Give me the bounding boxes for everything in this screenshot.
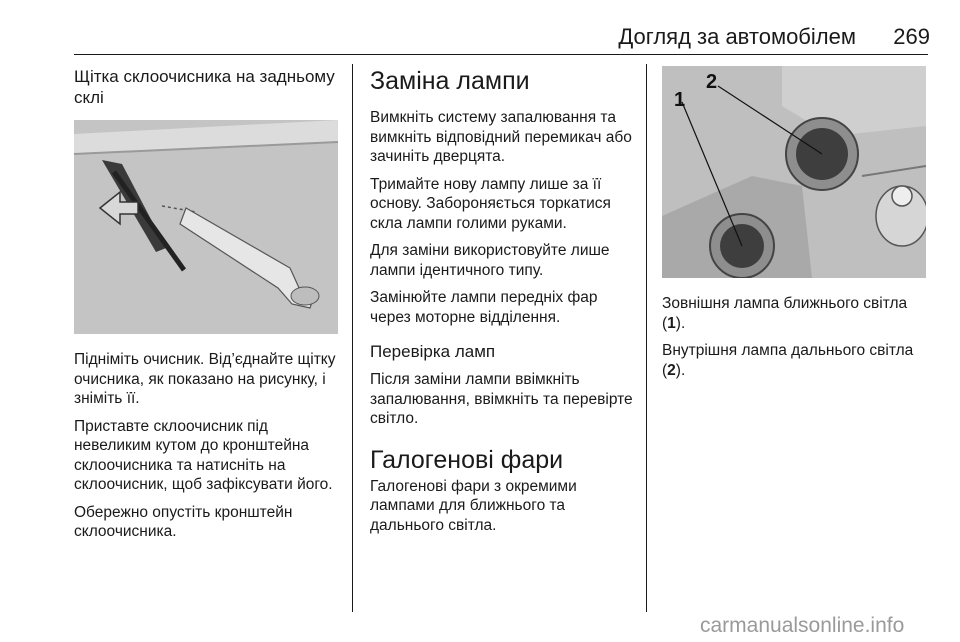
bulb-check-title: Перевірка ламп — [370, 342, 496, 361]
column-bulbs — [370, 66, 636, 543]
bulb-replacement-title: Заміна лампи — [370, 67, 530, 95]
caption-low-beam: Зовнішня лампа ближнього світла (1). — [662, 295, 908, 332]
bulb-para-4: Замінюйте лампи передніх фар через моторне відділення. — [370, 289, 598, 326]
column-headlamp — [662, 66, 928, 388]
callout-1: 1 — [674, 89, 686, 111]
column-divider-left — [352, 64, 353, 612]
bulb-para-1: Вимкніть систему запалювання та вимкніть відповідний перемикач або зачиніть дверцята. — [370, 109, 632, 165]
watermark: carmanualsonline.info — [700, 614, 905, 637]
callout-2: 2 — [706, 71, 718, 93]
column-divider-right — [646, 64, 647, 612]
header-rule — [74, 54, 928, 55]
page-number: 269 — [893, 24, 930, 49]
wiper-illustration — [74, 120, 338, 334]
wiper-step-1: Підніміть очисник. Від’єднайте щітку очисника, як показано на рисунку, і зніміть її. — [74, 351, 336, 407]
halogen-text: Галогенові фари з окремими лампами для ближнього та дальнього світла. — [370, 477, 577, 534]
halogen-title: Галогенові фари — [370, 445, 564, 474]
engine-bay-illustration — [662, 66, 926, 278]
chapter-title: Догляд за автомобілем — [618, 24, 856, 49]
bulb-para-3: Для заміни використовуйте лише лампи ідентичного типу. — [370, 242, 610, 279]
caption-high-beam: Внутрішня лампа дальнього світла (2). — [662, 342, 914, 379]
wiper-heading: Щітка склоочисника на задньому склі — [74, 67, 335, 107]
column-wiper — [74, 66, 342, 550]
bulb-check-text: Після заміни лампи ввімкніть запалювання, ввімкніть та перевірте світло. — [370, 371, 633, 427]
wiper-step-3: Обережно опустіть кронштейн склоочисника. — [74, 503, 293, 540]
bulb-para-2: Тримайте нову лампу лише за її основу. Забороняється торкатися скла лампи голими руками. — [370, 175, 611, 232]
wiper-step-2: Приставте склоочисник під невеликим кутом до кронштейна склоочисника та натисніть на склоочисник, щоб зафіксувати його. — [74, 417, 333, 493]
